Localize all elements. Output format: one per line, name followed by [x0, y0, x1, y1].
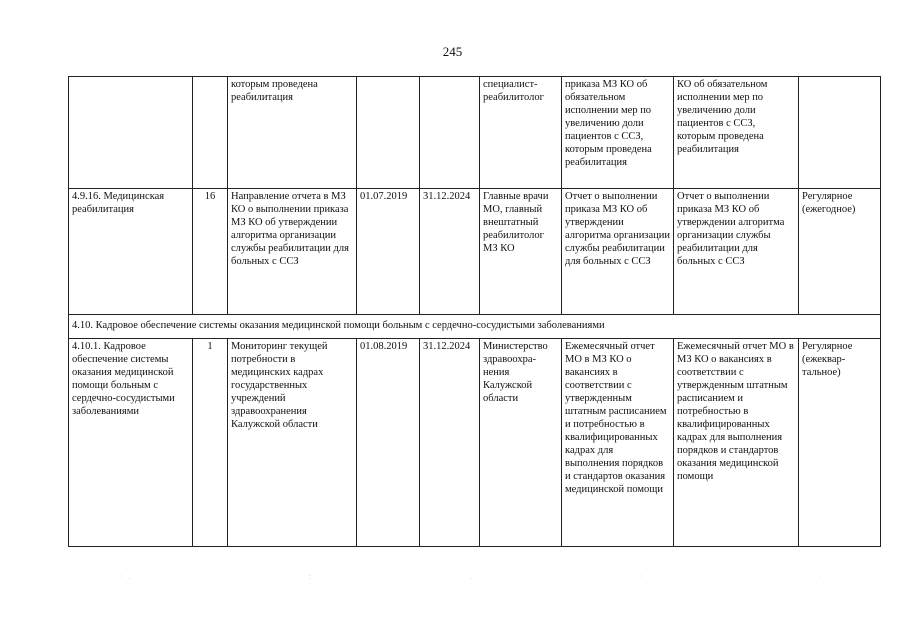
- section-heading: 4.10. Кадровое обеспечение системы оказания медицинской помощи больным с сердечно-сосудистыми заболеваниями: [69, 315, 881, 339]
- activity-plan-table: [68, 76, 881, 547]
- cell-control: Ежемесячный отчет МО в МЗ КО о вакансиях в соответствии с утвержденным штатным расписанием и потребностью в квалифицированных кадрах для выполнения порядков и стандартов оказания медицинской помощи: [674, 339, 799, 547]
- scan-noise: .: [470, 572, 474, 581]
- cell-end-date: 31.12.2024: [420, 339, 480, 547]
- cell-result: Отчет о выполнении приказа МЗ КО об утверждении алгоритма организации службы реабилитации для больных с ССЗ: [562, 189, 674, 315]
- cell-responsible: специалист-реабилитолог: [480, 77, 562, 189]
- scan-noise: · .: [120, 572, 133, 581]
- cell-end-date: 31.12.2024: [420, 189, 480, 315]
- scan-noise: ·: [640, 572, 645, 581]
- cell-result: приказа МЗ КО об обязательном исполнении мер по увеличению доли пациентов с ССЗ, которым проведена реабилитация: [562, 77, 674, 189]
- cell-activity-name: 4.9.16. Медицинская реабилитация: [69, 189, 193, 315]
- cell-action: Направление отчета в МЗ КО о выполнении приказа МЗ КО об утверждении алгоритма организации службы реабилитации для больных с ССЗ: [228, 189, 357, 315]
- cell-end-date: [420, 77, 480, 189]
- cell-number: 16: [193, 189, 228, 315]
- table-row-4-10-1: [69, 339, 881, 547]
- cell-action: которым проведена реабилитация: [228, 77, 357, 189]
- table-section-row-4-10: [69, 315, 881, 339]
- cell-action: Мониторинг текущей потребности в медицинских кадрах государственных учреждений здравоохранения Калужской области: [228, 339, 357, 547]
- cell-number: 1: [193, 339, 228, 547]
- cell-activity-name: 4.10.1. Кадровое обеспечение системы оказания медицинской помощи больным с сердечно-сосудистыми заболеваниями: [69, 339, 193, 547]
- cell-responsible: Министерство здравоохра-нения Калужской области: [480, 339, 562, 547]
- cell-start-date: 01.08.2019: [357, 339, 420, 547]
- table-row-continuation: [69, 77, 881, 189]
- cell-start-date: 01.07.2019: [357, 189, 420, 315]
- scan-noise: · ·: [810, 572, 824, 581]
- cell-activity-name: [69, 77, 193, 189]
- cell-regularity: Регулярное (ежегодное): [799, 189, 881, 315]
- cell-regularity: [799, 77, 881, 189]
- cell-control: Отчет о выполнении приказа МЗ КО об утверждении алгоритма организации службы реабилитации для больных с ССЗ: [674, 189, 799, 315]
- cell-responsible: Главные врачи МО, главный внештатный реабилитолог МЗ КО: [480, 189, 562, 315]
- cell-result: Ежемесячный отчет МО в МЗ КО о вакансиях в соответствии с утвержденным штатным расписанием и потребностью в квалифицированных кадрах для выполнения порядков и стандартов оказания медицинской помощи: [562, 339, 674, 547]
- cell-number: [193, 77, 228, 189]
- page-number: 245: [442, 44, 463, 59]
- cell-control: КО об обязательном исполнении мер по увеличению доли пациентов с ССЗ, которым проведена реабилитация: [674, 77, 799, 189]
- scan-noise: · :: [300, 572, 313, 581]
- table-row-4-9-16: [69, 189, 881, 315]
- cell-start-date: [357, 77, 420, 189]
- cell-regularity: Регулярное (ежеквар-тальное): [799, 339, 881, 547]
